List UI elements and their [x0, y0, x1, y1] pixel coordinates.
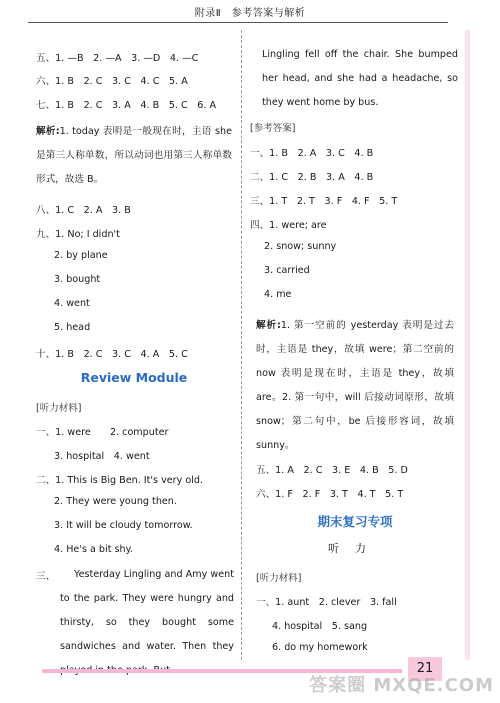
- answer-line: 六、1. B 2. C 3. C 4. C 5. A: [36, 76, 188, 87]
- answer-line: 二、1. This is Big Ben. It's very old.: [36, 475, 204, 486]
- answer-line: 4. went: [54, 298, 90, 309]
- answer-line: 4. hospital 5. sang: [272, 621, 368, 632]
- answer-line: 三、1. T 2. T 3. F 4. F 5. T: [250, 196, 398, 207]
- answer-line: 3. carried: [264, 265, 310, 276]
- explanation-paragraph: [36, 120, 232, 192]
- listening-passage: Yesterday Lingling and Amy went to the park. They were hungry and thirsty, so they bought some sandwiches and water. Then they: [60, 569, 234, 652]
- listening-passage-continued: Lingling fell off the chair. She bumped her head, and she had a headache, so they went home by bus.: [262, 49, 458, 108]
- watermark-logo: 答案圈 MXQE.COM: [309, 675, 494, 696]
- answer-line: 5. head: [54, 322, 91, 333]
- answer-line: 2. snow; sunny: [264, 241, 337, 252]
- answer-line: 十、1. B 2. C 3. C 4. A 5. C: [36, 349, 188, 360]
- explanation-label: 解析:: [256, 320, 281, 331]
- section-title-review-module: Review Module: [80, 370, 188, 385]
- explanation-text: 1. today 表明是一般现在时，主语 she 是第三人称单数，所以动词也用第三人称单数形式，故选 B。: [36, 126, 232, 185]
- listening-material-label: [听力材料]: [36, 403, 82, 414]
- listening-material-label: [听力材料]: [256, 573, 302, 584]
- reference-answer-label: [参考答案]: [250, 123, 296, 134]
- answer-line: 一、1. B 2. A 3. C 4. B: [250, 148, 374, 159]
- section-title-final-review: 期末复习专项: [317, 514, 393, 529]
- answer-line: 八、1. C 2. A 3. B: [36, 205, 131, 216]
- answer-line: 四、1. were; are: [250, 220, 327, 231]
- answer-line: 七、1. B 2. C 3. A 4. B 5. C 6. A: [36, 100, 217, 111]
- explanation-text: 1. 第一空前的 yesterday 表明是过去时，主语是 they，故填 were；第二空前的 now 表明是现在时，主语是 they，故填 are。2. 第一句中，will 后接动词原形，故填 snow；第二句中，be 后接形容词，故填 sunny。: [256, 320, 454, 451]
- answer-line: 4. He's a bit shy.: [54, 544, 133, 555]
- header-rule: [28, 22, 448, 23]
- answer-line: 九、1. No; I didn't: [36, 229, 120, 240]
- answer-line: 一、1. aunt 2. clever 3. fall: [256, 597, 397, 608]
- answer-line: 二、1. C 2. B 3. A 4. B: [250, 172, 374, 183]
- answer-line: 3. hospital 4. went: [54, 451, 150, 462]
- answer-line: 2. by plane: [54, 250, 108, 261]
- subsection-title-listening: 听力: [328, 542, 382, 555]
- explanation-label: 解析:: [36, 126, 60, 137]
- right-margin-decoration: [465, 30, 470, 660]
- answer-line: 五、1. —B 2. —A 3. —D 4. —C: [36, 53, 199, 64]
- section-number: 三、: [36, 571, 56, 582]
- answer-line: 4. me: [264, 289, 292, 300]
- answer-line: 6. do my homework: [272, 642, 368, 653]
- answer-line: 2. They were young then.: [54, 496, 177, 507]
- answer-line: 六、1. F 2. F 3. T 4. T 5. T: [256, 489, 404, 500]
- header-title: 附录Ⅱ 参考答案与解析: [194, 8, 306, 19]
- page-number: 21: [408, 657, 442, 681]
- answer-line: 五、1. A 2. C 3. E 4. B 5. D: [256, 465, 408, 476]
- answer-line: 3. bought: [54, 274, 101, 285]
- answer-line: 3. It will be cloudy tomorrow.: [54, 520, 193, 531]
- explanation-paragraph: [256, 314, 454, 458]
- column-separator: [241, 30, 242, 660]
- answer-line: 一、1. were 2. computer: [36, 427, 169, 438]
